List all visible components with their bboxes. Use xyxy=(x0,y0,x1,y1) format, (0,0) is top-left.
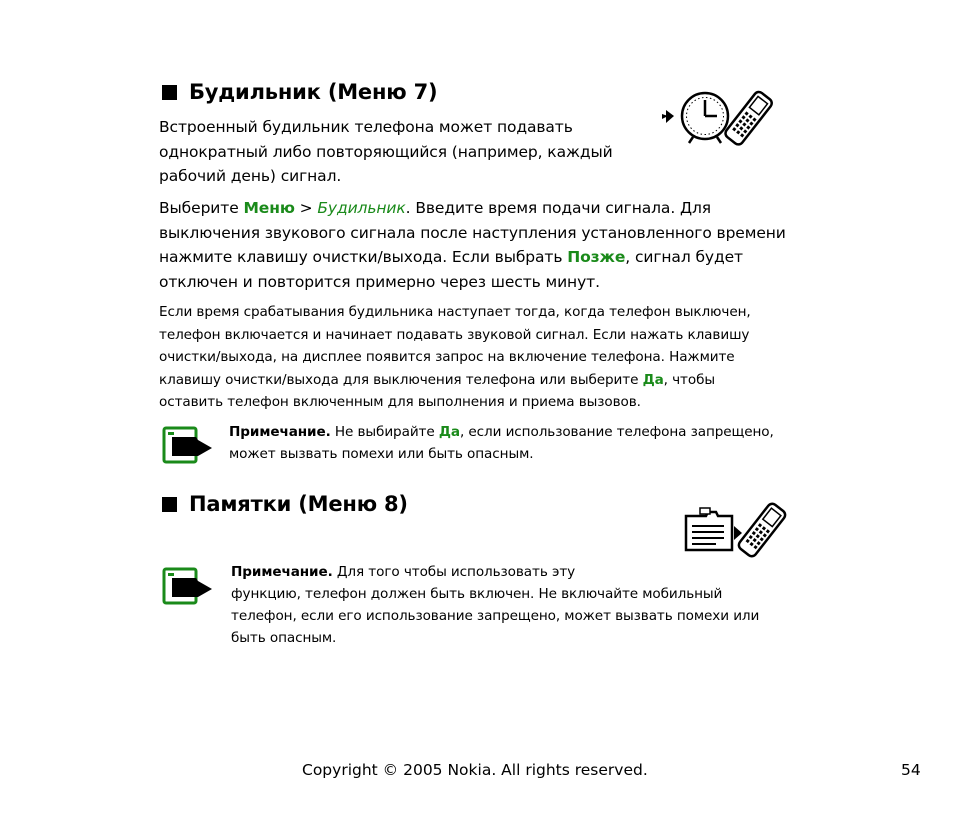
note-phone-icon xyxy=(682,500,788,562)
alarm-heading xyxy=(162,80,437,104)
intro-line: однократный либо повторяющийся (например, каждый xyxy=(159,142,613,161)
alarm-instructions xyxy=(159,196,786,294)
instr-line-4: отключен и повторится примерно через шесть минут. xyxy=(159,272,600,291)
text-run: , если использование телефона запрещено, xyxy=(459,424,774,440)
yes-link[interactable]: Да xyxy=(642,371,664,388)
heading-bullet xyxy=(162,85,177,100)
text-run: Для того чтобы использовать эту xyxy=(332,564,576,580)
yes-link[interactable]: Да xyxy=(438,424,460,440)
text-run: Не выбирайте xyxy=(330,424,439,440)
alarm-intro xyxy=(159,115,613,189)
info-line: оставить телефон включенным для выполнения и приема вызовов. xyxy=(159,394,641,410)
menu-link[interactable]: Меню xyxy=(243,199,295,217)
note-line-4: быть опасным. xyxy=(231,630,337,646)
info-line: очистки/выхода, на дисплее появится запрос на включение телефона. Нажмите xyxy=(159,349,735,365)
text-run: , чтобы xyxy=(663,371,715,388)
alarm-power-off-info xyxy=(159,301,751,414)
info-line: Если время срабатывания будильника наступает тогда, когда телефон выключен, xyxy=(159,304,751,320)
text-run: . Введите время подачи сигнала. Для xyxy=(405,199,712,217)
info-line xyxy=(159,369,751,392)
note-line-2: функцию, телефон должен быть включен. Не включайте мобильный xyxy=(231,586,723,602)
alarm-note xyxy=(229,421,774,465)
notes-heading-text: Памятки (Меню 8) xyxy=(189,492,408,516)
note-hand-icon xyxy=(162,567,214,605)
note-label: Примечание. xyxy=(231,564,333,580)
page-number: 54 xyxy=(901,761,921,779)
note-hand-icon xyxy=(162,426,214,464)
instr-line-2: выключения звукового сигнала после наступления установленного времени xyxy=(159,223,786,242)
note-label: Примечание. xyxy=(229,424,331,440)
text-run: > xyxy=(294,199,318,217)
copyright: Copyright © 2005 Nokia. All rights reserved. xyxy=(302,761,648,779)
later-link[interactable]: Позже xyxy=(567,248,626,266)
instr-line-1 xyxy=(159,196,786,221)
intro-line: Встроенный будильник телефона может подавать xyxy=(159,118,573,136)
text-run: Выберите xyxy=(159,199,244,217)
text-run: нажмите клавишу очистки/выхода. Если выбрать xyxy=(159,248,568,266)
note-line-2: может вызвать помехи или быть опасным. xyxy=(229,446,534,462)
info-line: телефон включается и начинает подавать звуковой сигнал. Если нажать клавишу xyxy=(159,326,750,343)
notes-heading xyxy=(162,492,408,516)
instr-line-3 xyxy=(159,245,786,270)
note-line-3: телефон, если его использование запрещено, может вызвать помехи или xyxy=(231,608,760,624)
heading-bullet xyxy=(162,497,177,512)
alarm-clock-phone-icon xyxy=(660,86,776,152)
text-run: клавишу очистки/выхода для выключения телефона или выберите xyxy=(159,371,643,388)
text-run: , сигнал будет xyxy=(625,248,743,266)
alarm-link[interactable]: Будильник xyxy=(317,199,406,217)
alarm-heading-text: Будильник (Меню 7) xyxy=(189,80,438,104)
intro-line: рабочий день) сигнал. xyxy=(159,167,342,185)
note-line-1 xyxy=(229,421,774,443)
notes-note xyxy=(231,561,759,649)
note-line-1 xyxy=(231,561,759,583)
